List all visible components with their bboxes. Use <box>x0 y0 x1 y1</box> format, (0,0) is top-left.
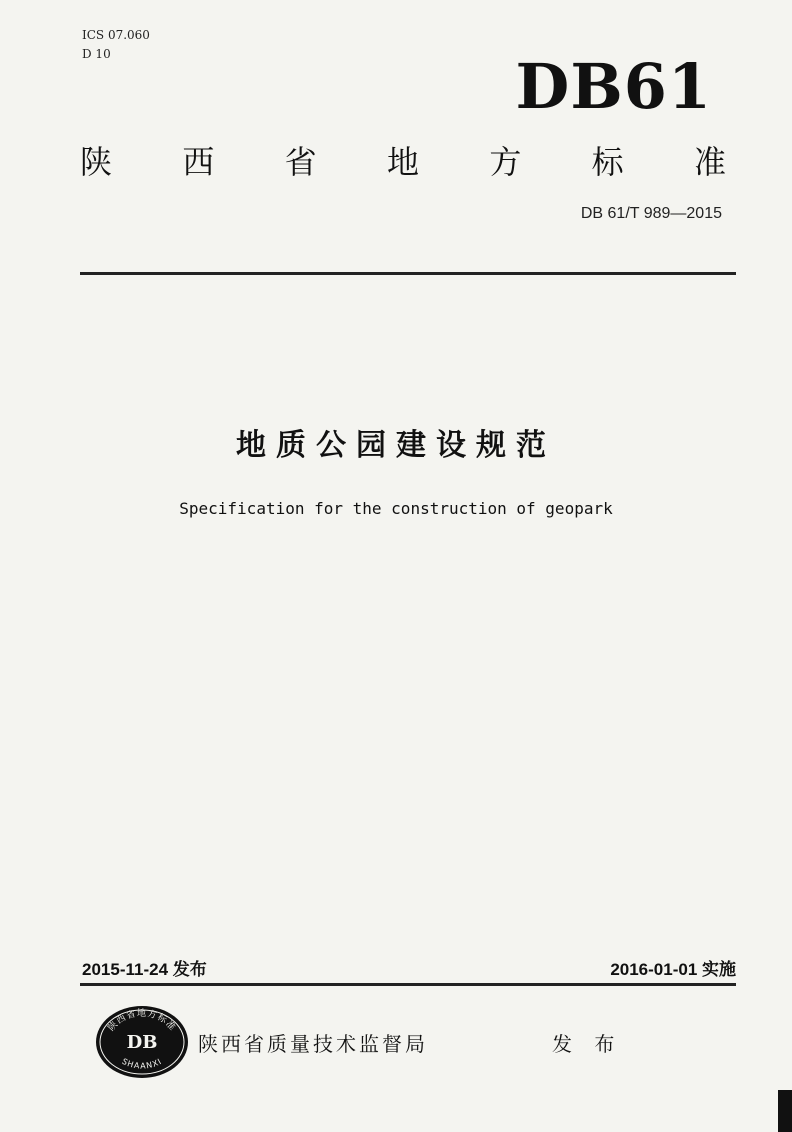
db-mark: DB61 <box>515 50 712 123</box>
issuing-authority: 陕西省质量技术监督局 <box>198 1032 428 1056</box>
ccs-code: D 10 <box>82 47 111 61</box>
standard-type-char: 准 <box>693 143 726 181</box>
publish-date: 2015-11-24 发布 <box>82 960 207 979</box>
standard-type-char: 地 <box>386 143 419 181</box>
issue-label: 发 布 <box>552 1032 623 1056</box>
document-title-cn: 地质公园建设规范 <box>236 428 556 463</box>
seal-top-text: 陕西省地方标准 <box>106 1009 178 1034</box>
ics-code: ICS 07.060 <box>82 28 150 42</box>
implement-date: 2016-01-01 实施 <box>610 960 736 979</box>
seal-center-text: DB <box>126 1032 158 1053</box>
top-divider <box>80 272 736 275</box>
issuer-seal-icon <box>94 1004 190 1080</box>
standard-type-char: 省 <box>284 143 317 181</box>
bottom-divider <box>80 983 736 986</box>
standard-type-char: 标 <box>591 143 624 181</box>
document-title-en: Specification for the construction of geopark <box>179 499 613 518</box>
scan-edge-mark <box>778 1090 792 1132</box>
seal-bottom-text: SHAANXI <box>120 1056 164 1071</box>
standard-type-char: 陕 <box>80 143 113 181</box>
standard-type-char: 方 <box>489 143 522 181</box>
standard-number: DB 61/T 989—2015 <box>580 205 722 222</box>
standard-type-heading <box>80 140 726 184</box>
standard-type-char: 西 <box>182 143 215 181</box>
